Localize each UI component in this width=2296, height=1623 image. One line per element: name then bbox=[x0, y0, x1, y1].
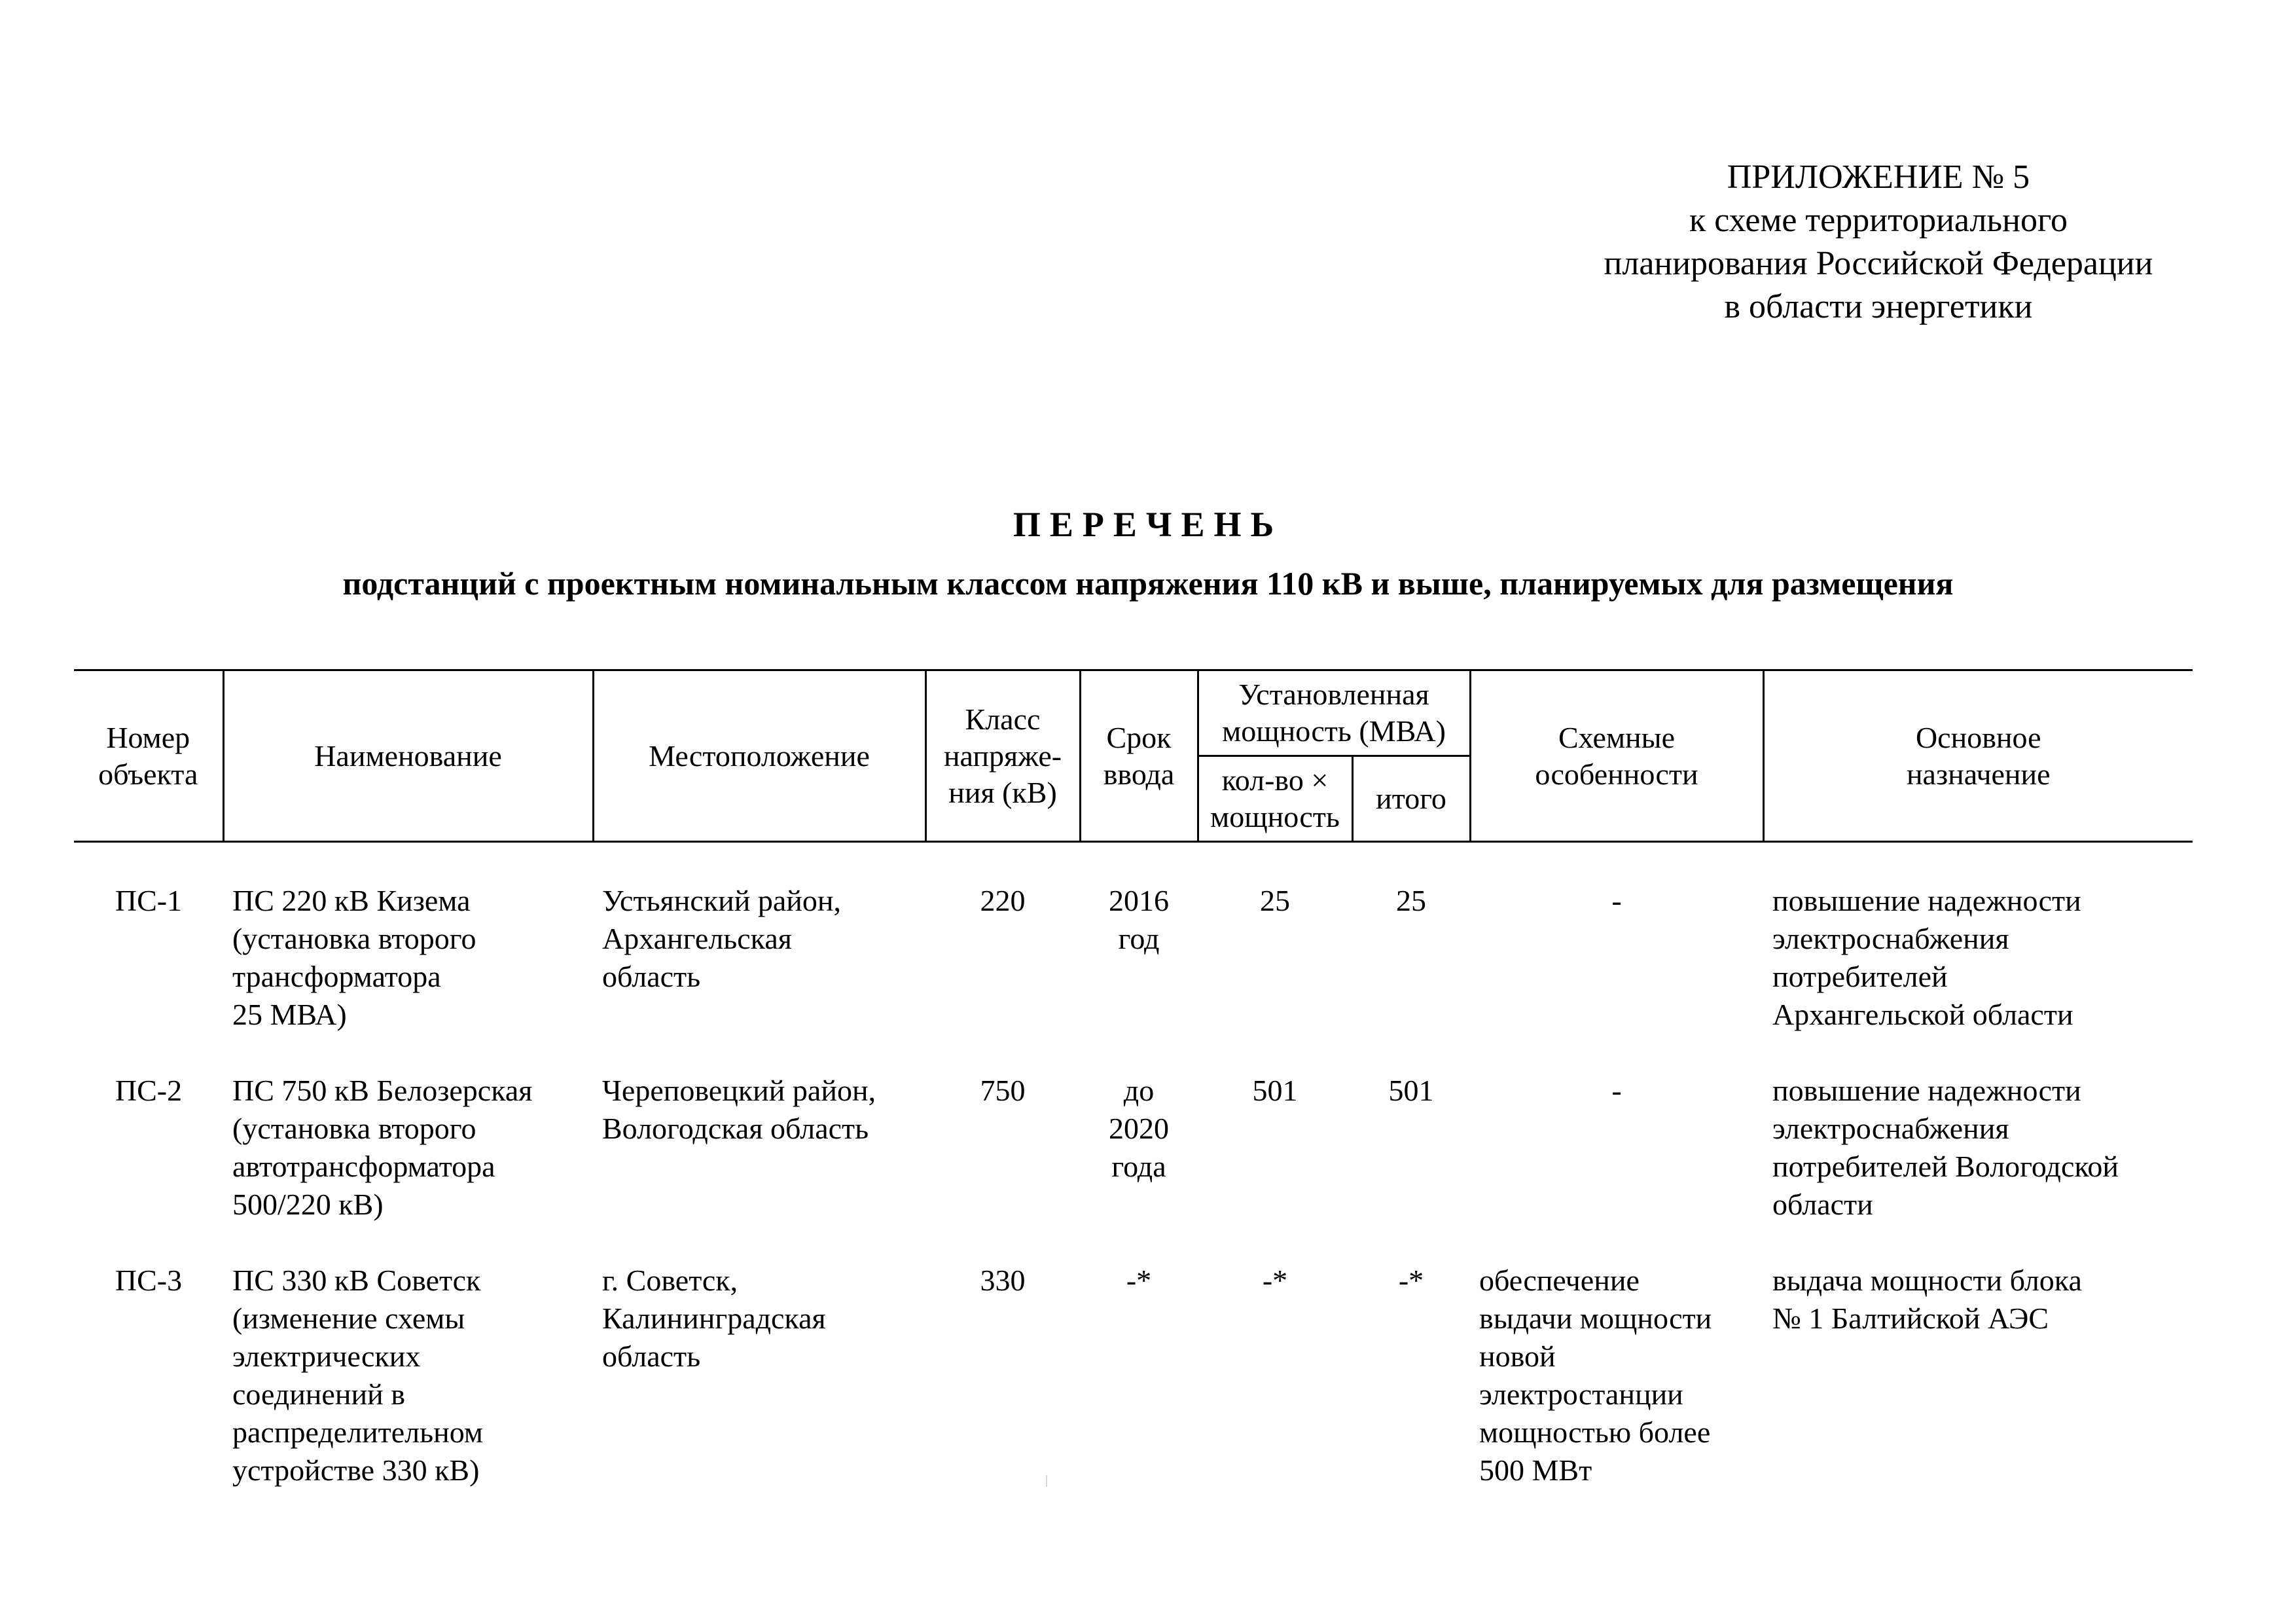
table-header bbox=[74, 670, 2193, 842]
cell-commission-date: 2016 год bbox=[1109, 884, 1169, 955]
cell-total: 501 bbox=[1388, 1074, 1434, 1107]
cell-name: ПС 750 кВ Белозерская (установка второго автотрансформатора 500/220 кВ) bbox=[232, 1074, 533, 1221]
appendix-header bbox=[1551, 156, 2206, 329]
cell-count-x-power: 25 bbox=[1260, 884, 1290, 917]
cell-voltage-class: 220 bbox=[980, 884, 1026, 917]
cell-name: ПС 330 кВ Советск (изменение схемы электрических соединений в распределительном устройстве 330 кВ) bbox=[232, 1264, 483, 1487]
cell-scheme-features: - bbox=[1611, 884, 1622, 917]
document-title: ПЕРЕЧЕНЬ bbox=[1013, 505, 1283, 544]
cell-name: ПС 220 кВ Кизема (установка второго трансформатора 25 МВА) bbox=[232, 884, 476, 1031]
header-commission-date: Срок ввода bbox=[1080, 670, 1198, 842]
cell-scheme-features: - bbox=[1611, 1074, 1622, 1107]
scan-artifact bbox=[1046, 1475, 1047, 1487]
cell-voltage-class: 330 bbox=[980, 1264, 1026, 1297]
document-subtitle: подстанций с проектным номинальным классом напряжения 110 кВ и выше, планируемых для размещения bbox=[342, 565, 1954, 602]
cell-commission-date: -* bbox=[1126, 1264, 1152, 1297]
table-body bbox=[74, 842, 2193, 1490]
cell-commission-date: до 2020 года bbox=[1109, 1074, 1169, 1183]
cell-count-x-power: -* bbox=[1262, 1264, 1288, 1297]
cell-number: ПС-3 bbox=[115, 1264, 183, 1297]
appendix-line: к схеме территориального bbox=[1689, 202, 2068, 239]
table-row bbox=[74, 1034, 2193, 1224]
header-count-x-power: кол-во × мощность bbox=[1198, 756, 1352, 842]
cell-voltage-class: 750 bbox=[980, 1074, 1026, 1107]
cell-main-purpose: повышение надежности электроснабжения потребителей Архангельской области bbox=[1772, 884, 2081, 1031]
header-name: Наименование bbox=[223, 670, 593, 842]
cell-number: ПС-2 bbox=[115, 1074, 183, 1107]
cell-location: Устьянский район, Архангельская область bbox=[602, 884, 841, 993]
table-row bbox=[74, 842, 2193, 1034]
header-scheme-features: Схемные особенности bbox=[1470, 670, 1763, 842]
header-number: Номер объекта bbox=[74, 670, 223, 842]
header-main-purpose: Основное назначение bbox=[1763, 670, 2193, 842]
header-total: итого bbox=[1352, 756, 1470, 842]
table-row bbox=[74, 1224, 2193, 1489]
appendix-line: планирования Российской Федерации bbox=[1604, 245, 2153, 282]
header-voltage-class: Класс напряже- ния (кВ) bbox=[925, 670, 1080, 842]
appendix-title: ПРИЛОЖЕНИЕ № 5 bbox=[1727, 158, 2030, 196]
cell-location: г. Советск, Калининградская область bbox=[602, 1264, 826, 1373]
cell-main-purpose: повышение надежности электроснабжения потребителей Вологодской области bbox=[1772, 1074, 2119, 1221]
substations-table bbox=[74, 669, 2193, 1489]
cell-scheme-features: обеспечение выдачи мощности новой электростанции мощностью более 500 МВт bbox=[1479, 1264, 1712, 1487]
cell-main-purpose: выдача мощности блока № 1 Балтийской АЭС bbox=[1772, 1264, 2082, 1335]
appendix-line: в области энергетики bbox=[1724, 288, 2033, 325]
header-installed-capacity: Установленная мощность (МВА) bbox=[1198, 670, 1470, 756]
cell-total: -* bbox=[1398, 1264, 1424, 1297]
cell-location: Череповецкий район, Вологодская область bbox=[602, 1074, 876, 1145]
cell-total: 25 bbox=[1396, 884, 1426, 917]
cell-number: ПС-1 bbox=[115, 884, 183, 917]
header-location: Местоположение bbox=[593, 670, 925, 842]
cell-count-x-power: 501 bbox=[1252, 1074, 1298, 1107]
